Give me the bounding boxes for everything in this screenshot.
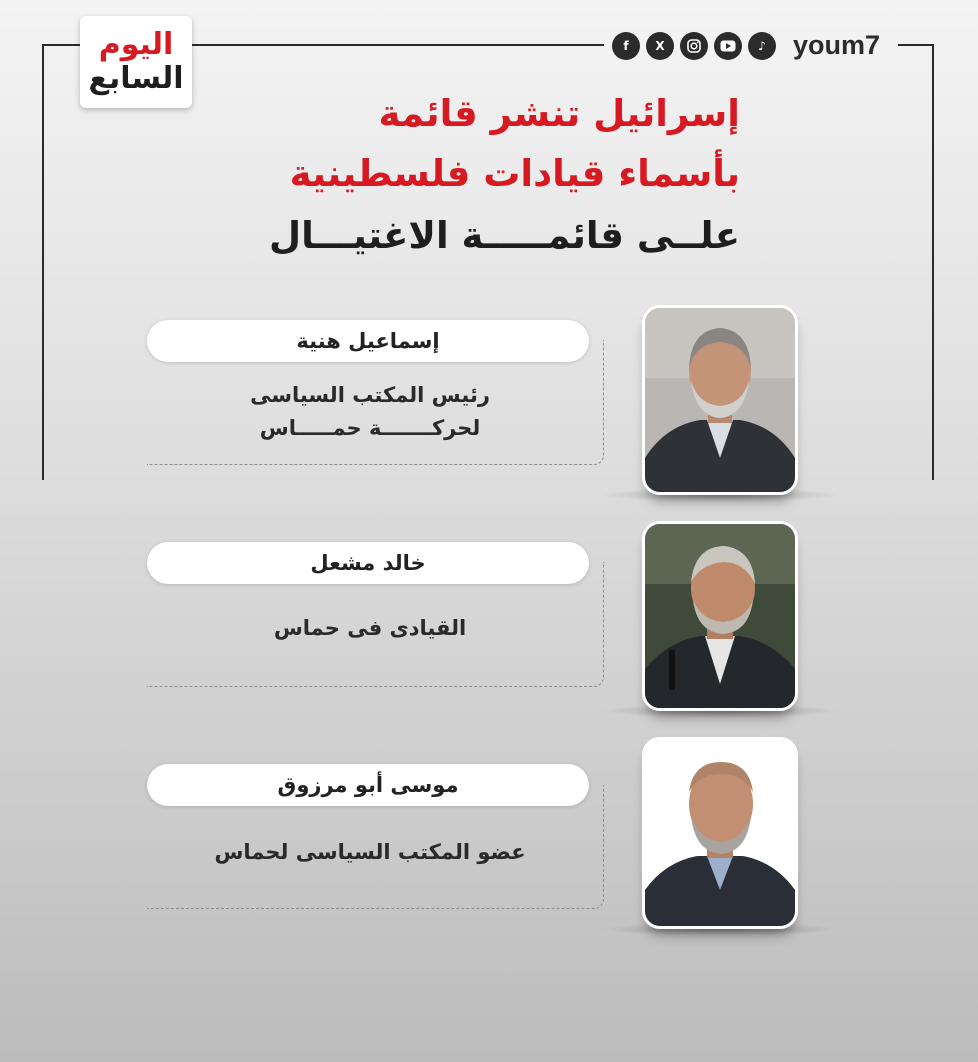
person-1-role-line-2: لحركـــــــة حمـــــاس xyxy=(259,415,481,440)
frame-top-left-line xyxy=(42,44,80,46)
person-1-photo xyxy=(642,305,798,495)
logo-line-1: اليوم xyxy=(98,27,174,62)
person-1-role xyxy=(150,379,590,444)
person-1-role-line-1: رئيس المكتب السياسى xyxy=(250,383,490,407)
tiktok-icon[interactable]: ♪ xyxy=(748,32,776,60)
person-1-name: إسماعيل هنية xyxy=(147,320,589,362)
x-icon[interactable]: X xyxy=(646,32,674,60)
headline-line-2: بأسماء قيادات فلسطينية xyxy=(289,152,740,195)
person-3-name: موسى أبو مرزوق xyxy=(147,764,589,806)
site-name[interactable]: youm7 xyxy=(793,30,881,60)
youtube-icon[interactable] xyxy=(714,32,742,60)
person-2-role xyxy=(150,612,590,645)
frame-left-line xyxy=(42,44,44,480)
logo-line-2: السابع xyxy=(88,61,184,96)
headline-line-1: إسرائيل تنشر قائمة xyxy=(378,92,740,135)
facebook-icon[interactable]: f xyxy=(612,32,640,60)
person-2-photo xyxy=(642,521,798,711)
person-3-photo xyxy=(642,737,798,929)
instagram-icon[interactable] xyxy=(680,32,708,60)
person-2-role-line-1: القيادى فى حماس xyxy=(273,616,467,640)
frame-top-right-line xyxy=(898,44,934,46)
frame-top-mid-line xyxy=(192,44,604,46)
person-3-role-line-1: عضو المكتب السياسى لحماس xyxy=(214,840,526,864)
person-2-name: خالد مشعل xyxy=(147,542,589,584)
person-3-role xyxy=(150,836,590,869)
frame-right-line xyxy=(932,44,934,480)
social-icons xyxy=(612,32,776,60)
headline-line-3: علــى قائمـــــة الاغتيـــال xyxy=(268,214,740,257)
